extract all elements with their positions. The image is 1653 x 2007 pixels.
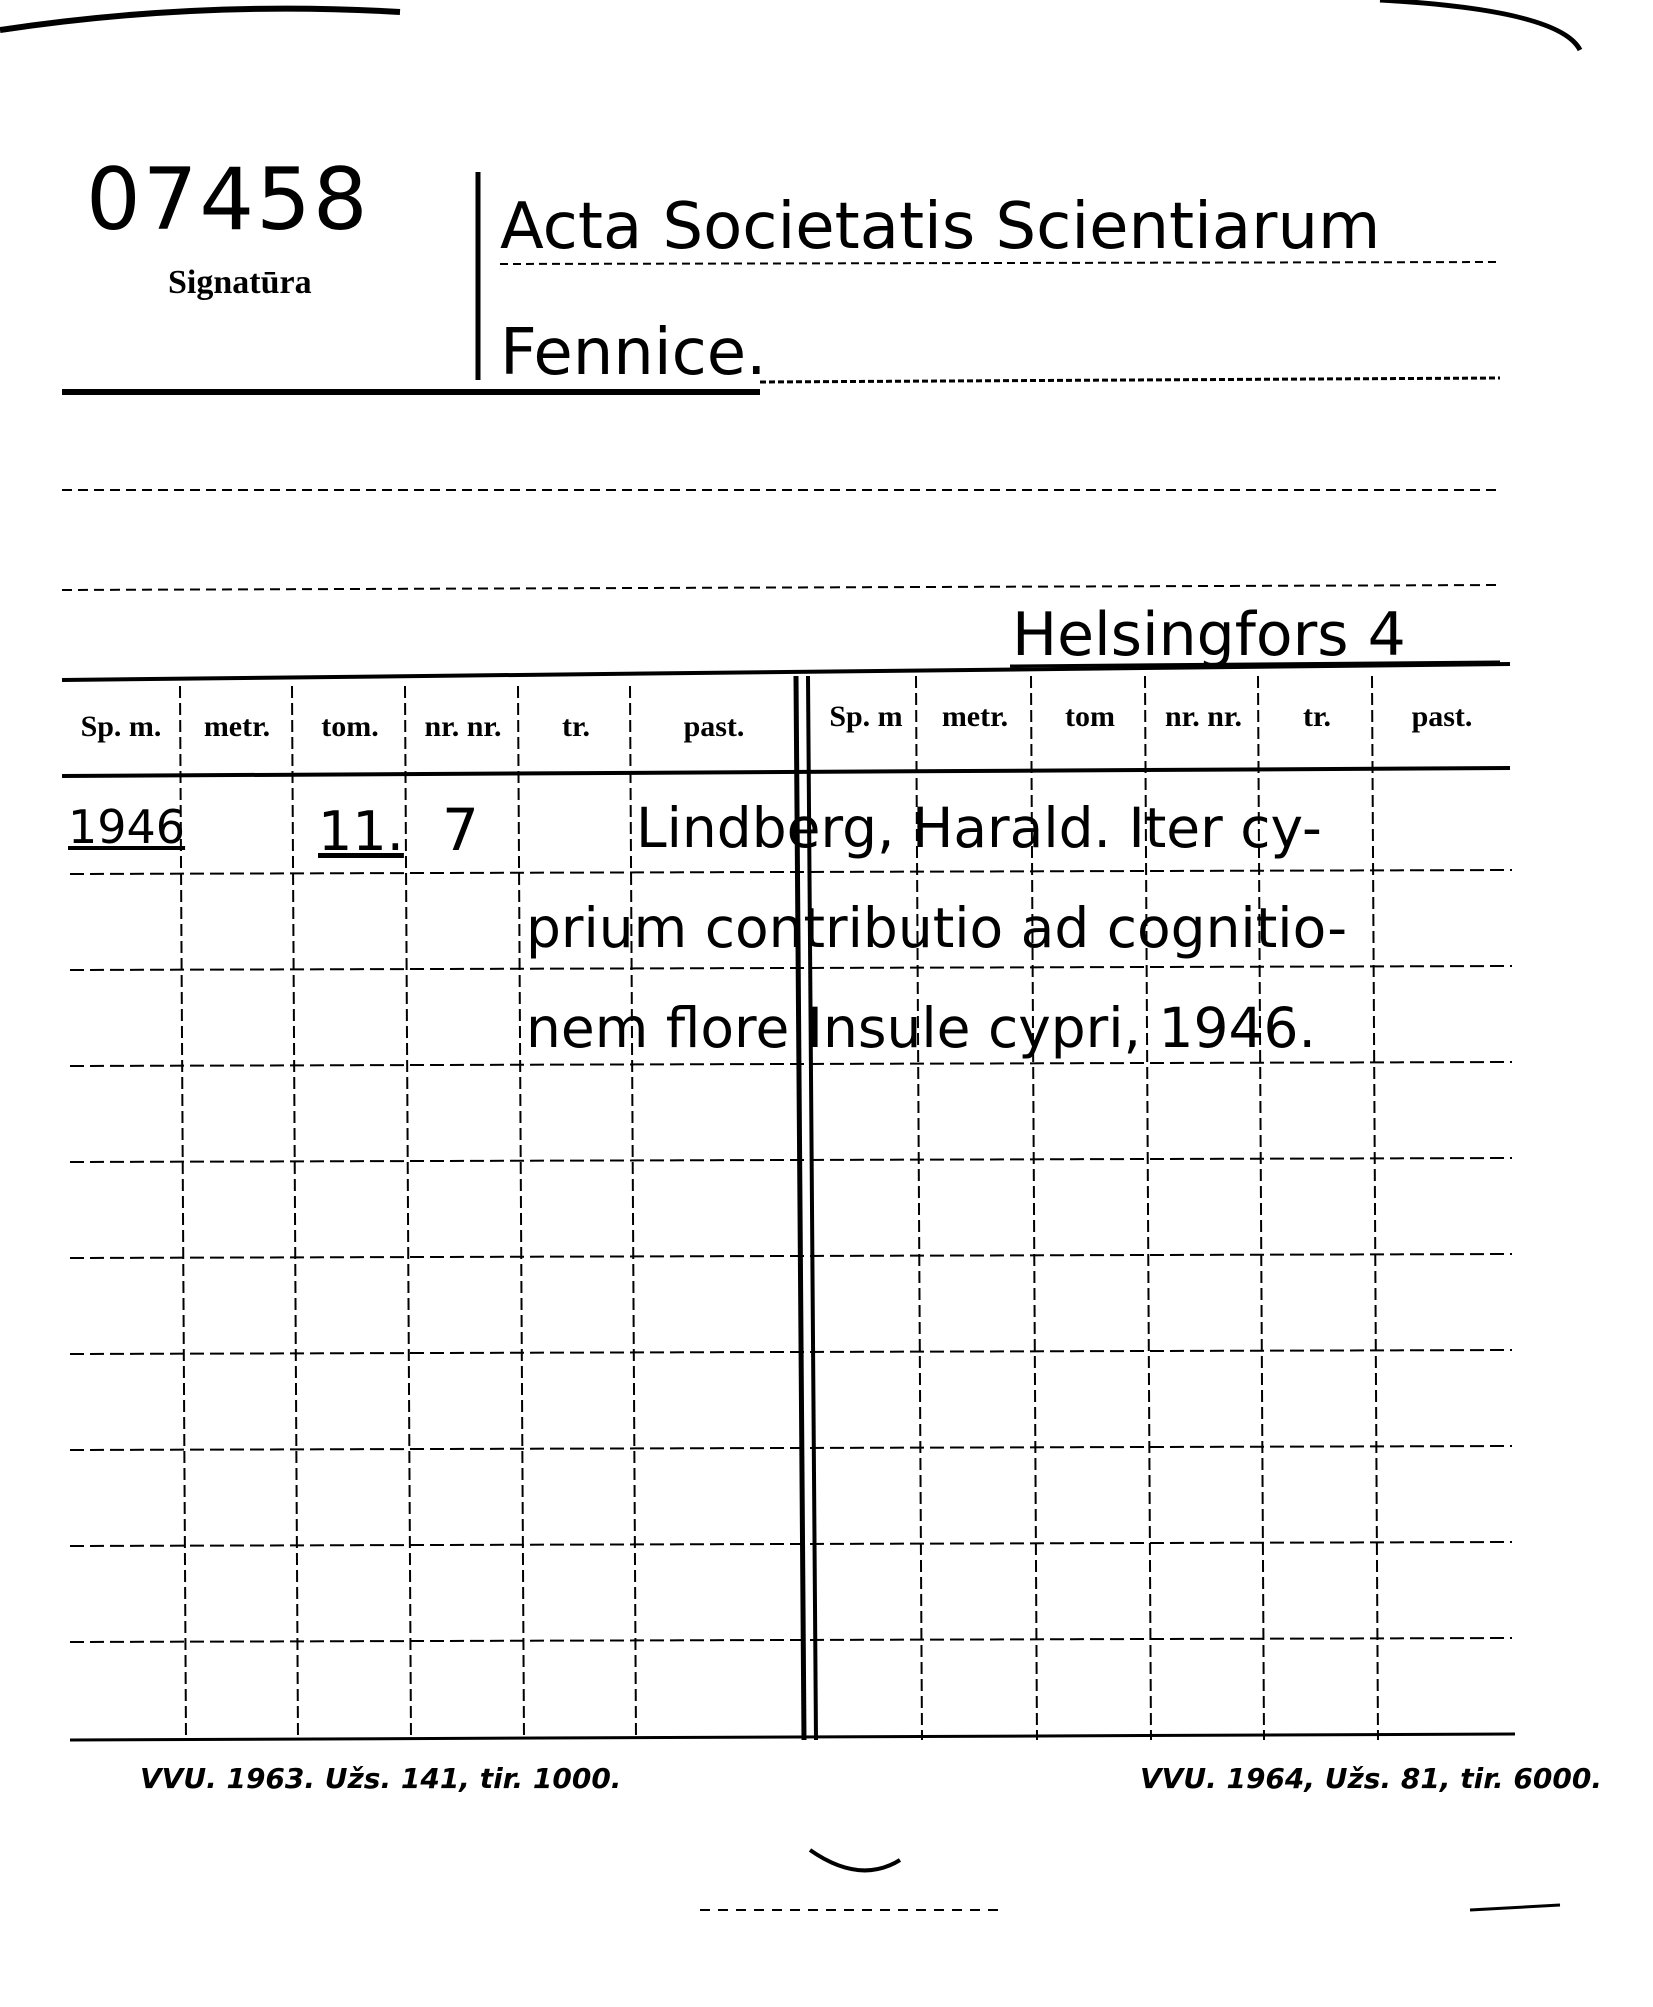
col-header-nr: nr. nr. <box>424 710 502 743</box>
col-header-tom: tom. <box>321 710 379 743</box>
entry-text-line-2: prium contributio ad cognitio- <box>526 896 1348 960</box>
footer-print-info-left: VVU. 1963. Užs. 141, tir. 1000. <box>140 1762 622 1795</box>
col-header-past: past. <box>683 710 745 743</box>
scan-hole-mark <box>810 1850 900 1870</box>
col-header-past-2: past. <box>1411 700 1473 733</box>
signatura-number: 07458 <box>86 150 370 250</box>
place-of-publication: Helsingfors 4 <box>1012 600 1406 670</box>
table-header-rule <box>62 768 1510 776</box>
col-header-nr-2: nr. nr. <box>1165 700 1242 733</box>
footer-print-info-right: VVU. 1964, Užs. 81, tir. 6000. <box>1140 1762 1602 1795</box>
col-header-tom-2: tom <box>1065 700 1115 733</box>
entry-nr: 7 <box>442 796 479 864</box>
entry-tom: 11. <box>318 800 404 863</box>
entry-text-line-3: nem flore Insule cypri, 1946. <box>526 996 1316 1060</box>
col-header-tr-2: tr. <box>1302 700 1332 733</box>
col-header-metr-2: metr. <box>941 700 1009 733</box>
col-header-tr: tr. <box>561 710 591 743</box>
table-bottom-rule <box>70 1734 1515 1740</box>
col-header-sp-m-2: Sp. m <box>829 700 903 733</box>
title-line-2: Fennice. <box>500 316 767 390</box>
table-rows <box>70 870 1512 1642</box>
entry-text-line-1: Lindberg, Harald. Iter cy- <box>636 796 1322 860</box>
signatura-label: Signatūra <box>168 264 312 301</box>
scan-edge-mark <box>1380 0 1580 50</box>
entry-year: 1946 <box>68 800 186 854</box>
col-header-metr: metr. <box>203 710 271 743</box>
col-header-sp-m: Sp. m. <box>80 710 162 743</box>
title-line-1: Acta Societatis Scientiarum <box>500 190 1381 264</box>
scan-edge-mark <box>0 9 400 30</box>
